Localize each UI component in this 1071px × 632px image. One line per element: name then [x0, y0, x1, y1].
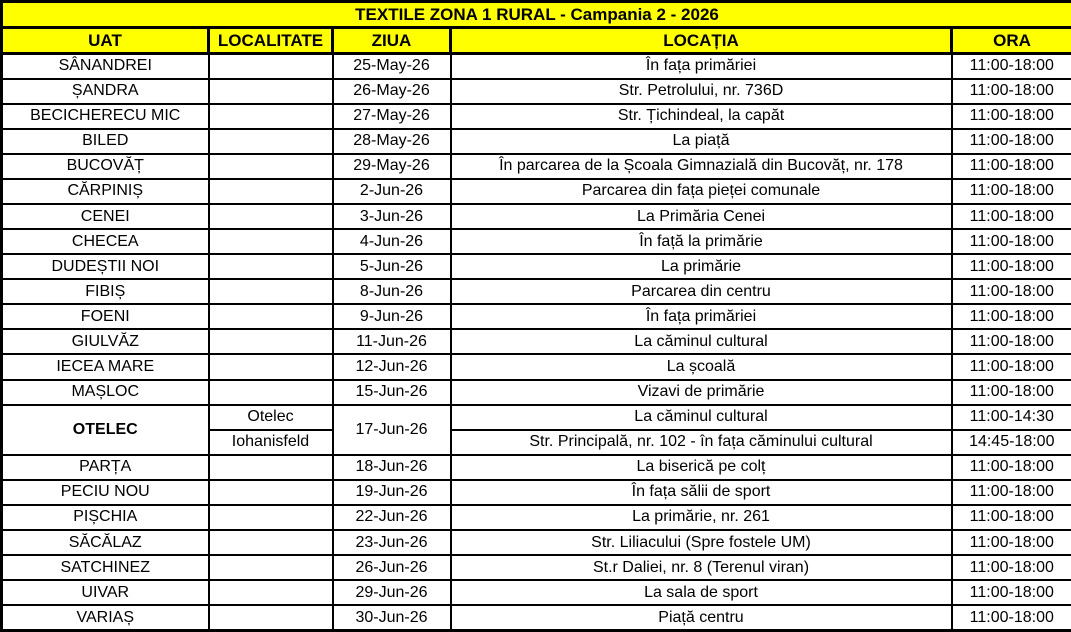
header-row [2, 28, 1071, 54]
locatia-cell: St.r Daliei, nr. 8 (Terenul viran) [451, 555, 952, 580]
ora-cell: 11:00-18:00 [952, 129, 1071, 154]
ora-cell: 14:45-18:00 [952, 430, 1071, 455]
localitate-cell [209, 179, 333, 204]
localitate-cell [209, 229, 333, 254]
table-row [2, 179, 1071, 204]
localitate-cell [209, 129, 333, 154]
localitate-cell [209, 580, 333, 605]
ora-cell: 11:00-18:00 [952, 530, 1071, 555]
uat-cell: BECICHERECU MIC [2, 104, 209, 129]
uat-cell: SATCHINEZ [2, 555, 209, 580]
ora-cell: 11:00-18:00 [952, 354, 1071, 379]
localitate-cell [209, 480, 333, 505]
table-row [2, 229, 1071, 254]
localitate-cell [209, 204, 333, 229]
localitate-cell [209, 329, 333, 354]
localitate-cell [209, 380, 333, 405]
ora-cell: 11:00-18:00 [952, 329, 1071, 354]
locatia-cell: La sala de sport [451, 580, 952, 605]
uat-cell: PARȚA [2, 455, 209, 480]
locatia-cell: În față la primărie [451, 229, 952, 254]
localitate-cell: Iohanisfeld [209, 430, 333, 455]
ziua-cell: 17-Jun-26 [333, 405, 451, 455]
localitate-cell [209, 455, 333, 480]
locatia-cell: În fața primăriei [451, 54, 952, 79]
ziua-cell: 2-Jun-26 [333, 179, 451, 204]
table-row [2, 530, 1071, 555]
page-title: TEXTILE ZONA 1 RURAL - Campania 2 - 2026 [2, 2, 1071, 28]
locatia-cell: În parcarea de la Școala Gimnazială din Bucovăț, nr. 178 [451, 154, 952, 179]
uat-cell: ȘANDRA [2, 79, 209, 104]
locatia-cell: La primărie, nr. 261 [451, 505, 952, 530]
uat-cell: PECIU NOU [2, 480, 209, 505]
ziua-cell: 29-May-26 [333, 154, 451, 179]
localitate-cell [209, 279, 333, 304]
ziua-cell: 12-Jun-26 [333, 354, 451, 379]
uat-cell: GIULVĂZ [2, 329, 209, 354]
table-row [2, 279, 1071, 304]
ora-cell: 11:00-14:30 [952, 405, 1071, 430]
localitate-cell [209, 79, 333, 104]
uat-cell: DUDEȘTII NOI [2, 254, 209, 279]
ora-cell: 11:00-18:00 [952, 204, 1071, 229]
ora-cell: 11:00-18:00 [952, 279, 1071, 304]
localitate-cell [209, 605, 333, 630]
locatia-cell: La primărie [451, 254, 952, 279]
table-row [2, 580, 1071, 605]
localitate-cell [209, 104, 333, 129]
ora-cell: 11:00-18:00 [952, 54, 1071, 79]
locatia-cell: În fața sălii de sport [451, 480, 952, 505]
table-row [2, 555, 1071, 580]
ziua-cell: 3-Jun-26 [333, 204, 451, 229]
ziua-cell: 26-Jun-26 [333, 555, 451, 580]
locatia-cell: La biserică pe colț [451, 455, 952, 480]
uat-cell: FIBIȘ [2, 279, 209, 304]
ora-cell: 11:00-18:00 [952, 580, 1071, 605]
ora-cell: 11:00-18:00 [952, 480, 1071, 505]
locatia-cell: Parcarea din centru [451, 279, 952, 304]
locatia-cell: La căminul cultural [451, 329, 952, 354]
column-header-localitate: LOCALITATE [209, 28, 333, 54]
ziua-cell: 4-Jun-26 [333, 229, 451, 254]
ziua-cell: 5-Jun-26 [333, 254, 451, 279]
ora-cell: 11:00-18:00 [952, 104, 1071, 129]
localitate-cell [209, 530, 333, 555]
ora-cell: 11:00-18:00 [952, 555, 1071, 580]
ora-cell: 11:00-18:00 [952, 179, 1071, 204]
ora-cell: 11:00-18:00 [952, 605, 1071, 630]
ziua-cell: 22-Jun-26 [333, 505, 451, 530]
locatia-cell: Parcarea din fața pieței comunale [451, 179, 952, 204]
uat-cell: SÂNANDREI [2, 54, 209, 79]
uat-cell: VARIAȘ [2, 605, 209, 630]
locatia-cell: În fața primăriei [451, 304, 952, 329]
locatia-cell: La școală [451, 354, 952, 379]
localitate-cell [209, 54, 333, 79]
ziua-cell: 25-May-26 [333, 54, 451, 79]
ora-cell: 11:00-18:00 [952, 505, 1071, 530]
table-row [2, 329, 1071, 354]
ziua-cell: 9-Jun-26 [333, 304, 451, 329]
ora-cell: 11:00-18:00 [952, 79, 1071, 104]
table-row [2, 104, 1071, 129]
locatia-cell: Vizavi de primărie [451, 380, 952, 405]
uat-cell: FOENI [2, 304, 209, 329]
ora-cell: 11:00-18:00 [952, 304, 1071, 329]
ora-cell: 11:00-18:00 [952, 154, 1071, 179]
table-row [2, 204, 1071, 229]
uat-cell: IECEA MARE [2, 354, 209, 379]
ora-cell: 11:00-18:00 [952, 380, 1071, 405]
ziua-cell: 19-Jun-26 [333, 480, 451, 505]
locatia-cell: La Primăria Cenei [451, 204, 952, 229]
table-row [2, 455, 1071, 480]
ziua-cell: 23-Jun-26 [333, 530, 451, 555]
localitate-cell [209, 304, 333, 329]
uat-cell: CENEI [2, 204, 209, 229]
locatia-cell: Str. Liliacului (Spre fostele UM) [451, 530, 952, 555]
uat-cell: BILED [2, 129, 209, 154]
locatia-cell: La căminul cultural [451, 405, 952, 430]
uat-cell: CĂRPINIȘ [2, 179, 209, 204]
localitate-cell [209, 555, 333, 580]
table-body [2, 54, 1071, 631]
table-row [2, 505, 1071, 530]
ora-cell: 11:00-18:00 [952, 229, 1071, 254]
ziua-cell: 30-Jun-26 [333, 605, 451, 630]
ziua-cell: 11-Jun-26 [333, 329, 451, 354]
localitate-cell: Otelec [209, 405, 333, 430]
table-row [2, 129, 1071, 154]
title-row [2, 2, 1071, 28]
uat-cell: OTELEC [2, 405, 209, 455]
ziua-cell: 8-Jun-26 [333, 279, 451, 304]
uat-cell: CHECEA [2, 229, 209, 254]
column-header-uat: UAT [2, 28, 209, 54]
table-row [2, 380, 1071, 405]
ziua-cell: 27-May-26 [333, 104, 451, 129]
table-row [2, 605, 1071, 630]
locatia-cell: Piață centru [451, 605, 952, 630]
locatia-cell: Str. Petrolului, nr. 736D [451, 79, 952, 104]
uat-cell: PIȘCHIA [2, 505, 209, 530]
table-row [2, 254, 1071, 279]
localitate-cell [209, 154, 333, 179]
uat-cell: SĂCĂLAZ [2, 530, 209, 555]
ziua-cell: 29-Jun-26 [333, 580, 451, 605]
table-row [2, 354, 1071, 379]
uat-cell: BUCOVĂȚ [2, 154, 209, 179]
ziua-cell: 15-Jun-26 [333, 380, 451, 405]
locatia-cell: La piață [451, 129, 952, 154]
column-header-ora: ORA [952, 28, 1071, 54]
column-header-locatia: LOCAȚIA [451, 28, 952, 54]
table-row [2, 79, 1071, 104]
table-row [2, 304, 1071, 329]
localitate-cell [209, 354, 333, 379]
ziua-cell: 18-Jun-26 [333, 455, 451, 480]
ziua-cell: 28-May-26 [333, 129, 451, 154]
locatia-cell: Str. Țichindeal, la capăt [451, 104, 952, 129]
ora-cell: 11:00-18:00 [952, 455, 1071, 480]
localitate-cell [209, 505, 333, 530]
table-row [2, 154, 1071, 179]
table-row [2, 54, 1071, 79]
uat-cell: UIVAR [2, 580, 209, 605]
localitate-cell [209, 254, 333, 279]
ora-cell: 11:00-18:00 [952, 254, 1071, 279]
table-row [2, 480, 1071, 505]
column-header-ziua: ZIUA [333, 28, 451, 54]
locatia-cell: Str. Principală, nr. 102 - în fața căminului cultural [451, 430, 952, 455]
table-row [2, 405, 1071, 430]
ziua-cell: 26-May-26 [333, 79, 451, 104]
uat-cell: MAȘLOC [2, 380, 209, 405]
